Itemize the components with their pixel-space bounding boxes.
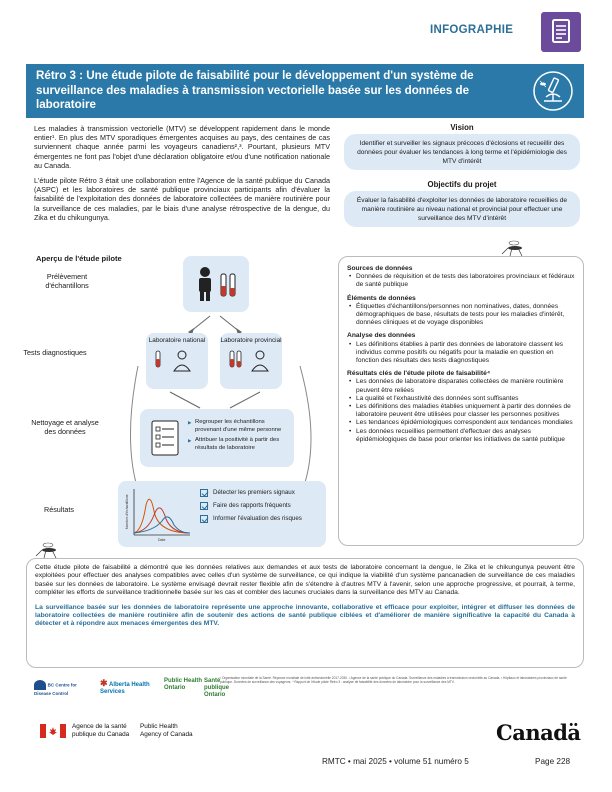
lab-scientist-icon [220, 345, 282, 377]
chart-ylabel: Nombre d'échantillons [125, 494, 129, 529]
sampling-box [183, 256, 249, 312]
conclusion-box [26, 558, 584, 668]
intro-paragraph-2: L'étude pilote Rétro 3 était une collaboration entre l'Agence de la santé publique du Canada (ASPC) et les laboratoires de santé publique provinciaux participants afin d'évaluer la faisabilité de l'exploitation des données de laboratoire collectées de manière routinière pour la surveillance de ces maladies, par le biais d'une analyse rétrospective de la dengue, du Zika et du chikungunya. [34, 176, 330, 222]
list-item: • Données de réquisition et de tests des laboratoires provinciaux et fédéraux de santé publique [347, 273, 575, 289]
public-health-ontario-logo: Public Health Ontario [164, 678, 203, 691]
alberta-health-logo: ✱ Alberta Health Services [100, 678, 150, 695]
overview-heading: Aperçu de l'étude pilote [36, 254, 122, 263]
result-checks [200, 489, 322, 528]
stage-label-results: Résultats [44, 505, 74, 514]
lab-scientist-icon [146, 345, 208, 377]
list-item: ▶ Regrouper les échantillons provenant d'une même personne [188, 419, 290, 434]
objectives-heading: Objectifs du projet [427, 180, 497, 189]
conclusion-emphasis: La surveillance basée sur les données de laboratoire représente une approche innovante, collaborative et efficace pour exploiter, intégrer et diffuser les données de laboratoire collectées de manière routinière afin de soutenir des actions de santé publique ciblées et d'améliorer de manière significative la capacité du Canada à détecter et à répondre aux menaces émergentes des MTV. [35, 603, 575, 628]
list-item: • Les données recueillies permettent d'effectuer des analyses épidémiologiques de base pour orienter les initiatives de santé publique [347, 428, 575, 444]
checkbox-icon [200, 489, 208, 497]
references: ¹ Organisation mondiale de la Santé. Réponse mondiale de lutte antivectorielle 2017-2030. ² Agence de la santé publique du Canada. Surveillance des maladies à transmission vectorielle au Canada. ³ Hôpitaux et laboratoires provinciaux de santé publique. Données de surveillance des voyageurs. ⁴ Rapport de l'étude pilote Rétro 3 : analyse de faisabilité des données de laboratoire pour la surveillance des MTV. [220, 676, 567, 685]
results-box [118, 481, 326, 547]
stage-label-analysis: Nettoyage et analyse des données [31, 418, 99, 436]
sources-heading: Sources de données [347, 265, 413, 272]
cleaning-box [140, 409, 294, 467]
lab-national-label: Laboratoire national [148, 337, 206, 344]
agency-name-en: Public Health Agency of Canada [140, 723, 193, 738]
lab-provincial-label: Laboratoire provincial [220, 337, 282, 344]
checkbox-icon [200, 515, 208, 523]
sante-publique-ontario-logo: Santé publique Ontario [204, 678, 229, 698]
page-title: Rétro 3 : Une étude pilote de faisabilité pour le développement d'un système de surveillance des maladies à transmission vectorielle basée sur les données de laboratoire [36, 69, 474, 111]
document-icon [541, 12, 581, 52]
intro-text [34, 124, 330, 222]
person-tubes-icon [183, 256, 249, 312]
objectives-text: Évaluer la faisabilité d'exploiter les données de laboratoire recueillies de manière routinière au niveau national et provincial pour effectuer une surveillance des MTV d'intérêt [344, 191, 580, 227]
vision-text: Identifier et surveiller les signaux précoces d'éclosions et recueillir des données pour évaluer les tendances à long terme et l'épidémiologie des MTV d'intérêt [344, 134, 580, 170]
list-item: Informer l'évaluation des risques [200, 515, 322, 523]
data-sidebox [338, 256, 584, 546]
vision-heading: Vision [450, 123, 474, 132]
canada-flag-icon [40, 724, 66, 743]
lab-national-box [146, 333, 208, 389]
agency-name-fr: Agence de la santé publique du Canada [72, 723, 130, 738]
epi-curve-chart [124, 485, 194, 543]
checkbox-icon [200, 502, 208, 510]
list-item: Faire des rapports fréquents [200, 502, 322, 510]
page-number: Page 228 [535, 757, 571, 766]
lab-provincial-box [220, 333, 282, 389]
list-item: Détecter les premiers signaux [200, 489, 322, 497]
infographic-tag: INFOGRAPHIE [430, 24, 514, 36]
list-item: • Les définitions établies à partir des données de laboratoire classent les individus comme positifs ou négatifs pour la maladie en question en fonction des résultats des tests diagnostiques [347, 341, 575, 366]
list-item: • Les tendances épidémiologiques correspondent aux tendances mondiales [347, 419, 575, 427]
cleaning-bullets [188, 419, 290, 452]
conclusion-text: Cette étude pilote de faisabilité a démontré que les données relatives aux demandes et aux tests de laboratoire concernant la dengue, le Zika et le chikungunya peuvent être exploitées pour effectuer des analyses compatibles avec celles d'un système de surveillance, ce qui indique la viabilité d'un système pancanadien de surveillance de ces maladies basée sur les données de laboratoire. Le système envisagé devrait rester flexible afin de s'étendre à d'autres MTV à l'avenir, selon une approche progressive, et pourrait, à terme, compléter les efforts de surveillance traditionnelle basée sur les cas et combler des lacunes cruciales dans la surveillance des MTV au Canada. [35, 564, 575, 597]
list-item: ▶ Attribuer la positivité à partir des résultats de laboratoire [188, 437, 290, 452]
mosquito-microscope-icon [532, 70, 574, 112]
list-item: • Les données de laboratoire disparates collectées de manière routinière peuvent être reliées [347, 378, 575, 394]
list-item: • Étiquettes d'échantillons/personnes non nominatives, dates, données démographiques de base, résultats de tests pour les maladies d'intérêt, données cliniques et de voyage disponibles [347, 303, 575, 328]
chart-xlabel: Date [158, 538, 166, 542]
elements-heading: Éléments de données [347, 294, 416, 302]
stage-label-sampling: Prélèvement d'échantillons [45, 272, 89, 290]
title-banner [26, 64, 584, 118]
bccdc-mark-icon [34, 680, 46, 690]
results-heading: Résultats clés de l'étude pilote de faisabilité⁴ [347, 370, 491, 378]
journal-citation: RMTC • mai 2025 • volume 51 numéro 5 [322, 757, 469, 766]
stage-label-diagnostics: Tests diagnostiques [23, 348, 87, 357]
bccdc-logo: BC Centre for Disease Control [34, 680, 94, 698]
alberta-mark-icon: ✱ [100, 678, 108, 688]
checklist-icon [146, 417, 186, 459]
intro-paragraph-1: Les maladies à transmission vectorielle (MTV) se développent rapidement dans le monde entier¹. En plus des MTV sporadiques émergentes acquises au pays, des centaines de cas surviennent chaque année parmi les voyageurs canadiens²,³. Pourtant, plusieurs MTV émergentes ne font pas l'objet d'une déclaration obligatoire et/ou d'une notification nationale au Canada. [34, 124, 330, 170]
list-item: • Les définitions des maladies établies uniquement à partir des données de laboratoire peuvent être utilisées pour classer les personnes positives [347, 403, 575, 419]
list-item: • La qualité et l'exhaustivité des données sont suffisantes [347, 395, 575, 403]
canada-wordmark: Canadä [496, 720, 581, 745]
analysis-heading: Analyse des données [347, 332, 416, 340]
